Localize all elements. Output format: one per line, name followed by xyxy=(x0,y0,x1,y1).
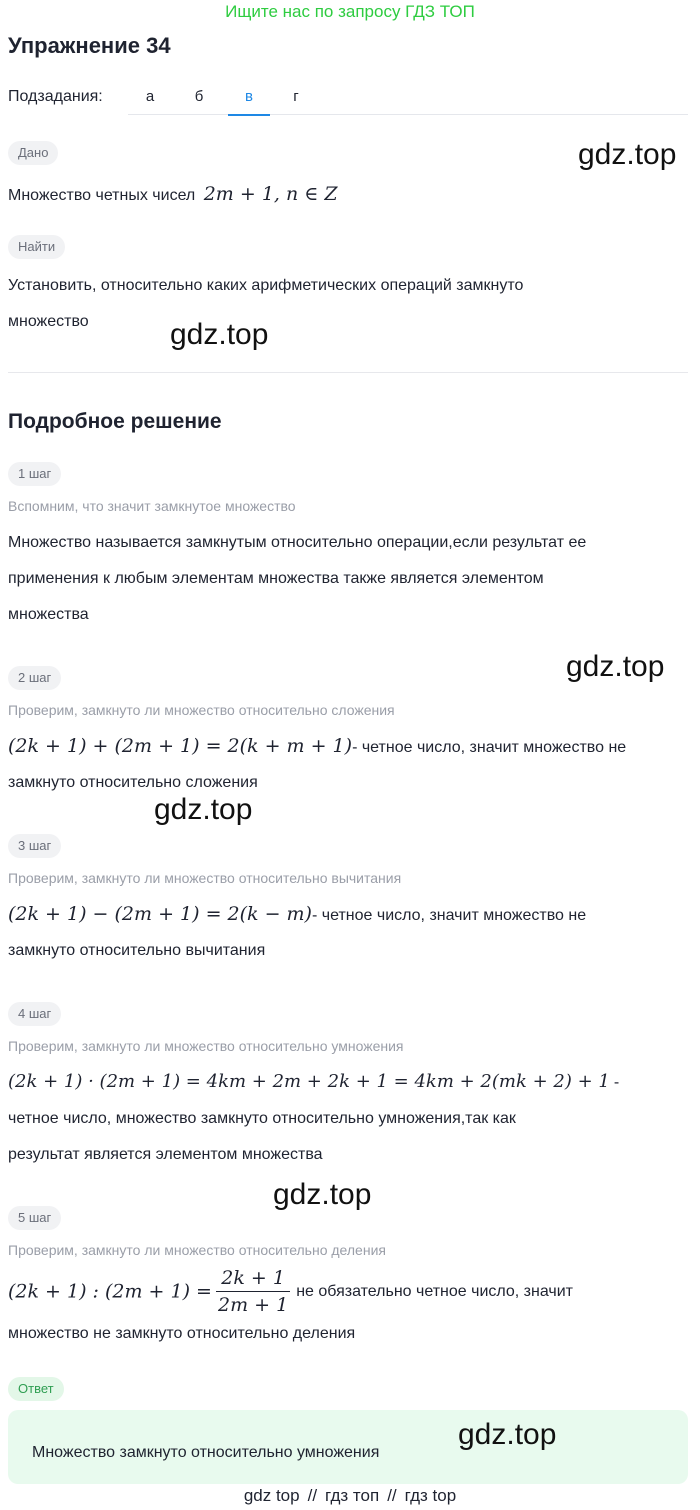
given-text: Множество четных чисел xyxy=(8,187,196,204)
step-5-fraction-numerator: 2k + 1 xyxy=(216,1265,290,1292)
step-2-text-after: - четное число, значит множество не xyxy=(352,739,627,756)
step-3-text-after: - четное число, значит множество не xyxy=(311,907,587,924)
answer-chip: Ответ xyxy=(8,1377,64,1401)
find-chip: Найти xyxy=(8,235,65,259)
watermark: gdz.top xyxy=(578,138,677,171)
step-2-formula: (2k + 1) + (2m + 1) = 2(k + m + 1) xyxy=(8,735,353,757)
answer-text: Множество замкнуто относительно умножения xyxy=(32,1444,380,1461)
step-5-fraction xyxy=(216,1265,290,1318)
solution-title: Подробное решение xyxy=(8,410,222,433)
tab-subtask-g[interactable]: г xyxy=(293,88,299,105)
step-5-formula: (2k + 1) : (2m + 1) = xyxy=(8,1280,212,1303)
watermark: gdz.top xyxy=(154,793,253,826)
step-4-text-line3: результат является элементом множества xyxy=(8,1146,323,1163)
page-title: Упражнение 34 xyxy=(8,33,171,58)
step-1-hint: Вспомним, что значит замкнутое множество xyxy=(8,498,296,514)
step-4-text-line2: четное число, множество замкнуто относительно умножения,так как xyxy=(8,1110,516,1127)
step-2-line1 xyxy=(8,733,626,759)
footer-separator: // xyxy=(307,1486,318,1505)
watermark: gdz.top xyxy=(566,650,665,683)
top-banner: Ищите нас по запросу ГДЗ ТОП xyxy=(225,2,475,21)
footer-separator: // xyxy=(387,1486,397,1505)
step-3-line1 xyxy=(8,901,586,927)
step-3-formula: (2k + 1) − (2m + 1) = 2(k − m) xyxy=(8,903,312,925)
step-4-chip: 4 шаг xyxy=(8,1002,61,1026)
tab-subtask-a[interactable]: а xyxy=(145,88,155,105)
step-5-fraction-denominator: 2m + 1 xyxy=(217,1294,289,1316)
footer-link-gdz-top[interactable]: gdz top xyxy=(243,1486,300,1505)
step-4-formula: (2k + 1) · (2m + 1) = 4km + 2m + 2k + 1 = 4km + 2(mk + 2) + 1 xyxy=(8,1071,610,1092)
section-divider xyxy=(8,372,688,373)
tab-subtask-v[interactable]: в xyxy=(228,80,270,116)
step-1-text-line2: применения к любым элементам множества также является элементом xyxy=(8,570,544,587)
step-2-hint: Проверим, замкнуто ли множество относительно сложения xyxy=(8,702,395,718)
step-5-chip: 5 шаг xyxy=(8,1206,61,1230)
footer xyxy=(0,1484,700,1508)
given-chip: Дано xyxy=(8,141,58,165)
footer-link-gdz-top-mixed[interactable]: гдз top xyxy=(404,1486,457,1505)
step-1-text-line3: множества xyxy=(8,606,89,623)
given-text-line xyxy=(8,181,338,207)
step-2-chip: 2 шаг xyxy=(8,666,61,690)
step-4-text-after: - xyxy=(613,1074,620,1091)
step-5-line1 xyxy=(8,1265,573,1318)
step-1-text-line1: Множество называется замкнутым относительно операции,если результат ее xyxy=(8,534,587,551)
watermark: gdz.top xyxy=(458,1418,557,1451)
find-text-line1: Установить, относительно каких арифметических операций замкнуто xyxy=(8,277,524,294)
step-5-text-after: не обязательно четное число, значит xyxy=(296,1282,573,1300)
watermark: gdz.top xyxy=(170,318,269,351)
tab-subtask-b[interactable]: б xyxy=(194,88,204,105)
step-3-hint: Проверим, замкнуто ли множество относительно вычитания xyxy=(8,870,402,886)
footer-link-gdz-top-ru[interactable]: гдз топ xyxy=(325,1486,380,1505)
step-5-text-line2: множество не замкнуто относительно деления xyxy=(8,1325,356,1342)
step-3-chip: 3 шаг xyxy=(8,834,61,858)
subtasks-label: Подзадания: xyxy=(8,88,103,105)
step-2-text-line2: замкнуто относительно сложения xyxy=(8,774,258,791)
given-formula: 2m + 1, n ∈ Z xyxy=(203,183,338,205)
step-4-hint: Проверим, замкнуто ли множество относительно умножения xyxy=(8,1038,404,1054)
find-text-line2: множество xyxy=(8,313,89,330)
step-5-hint: Проверим, замкнуто ли множество относительно деления xyxy=(8,1242,386,1258)
watermark: gdz.top xyxy=(273,1178,372,1211)
step-1-chip: 1 шаг xyxy=(8,462,61,486)
step-4-line1 xyxy=(8,1069,619,1095)
step-3-text-line2: замкнуто относительно вычитания xyxy=(8,942,266,959)
